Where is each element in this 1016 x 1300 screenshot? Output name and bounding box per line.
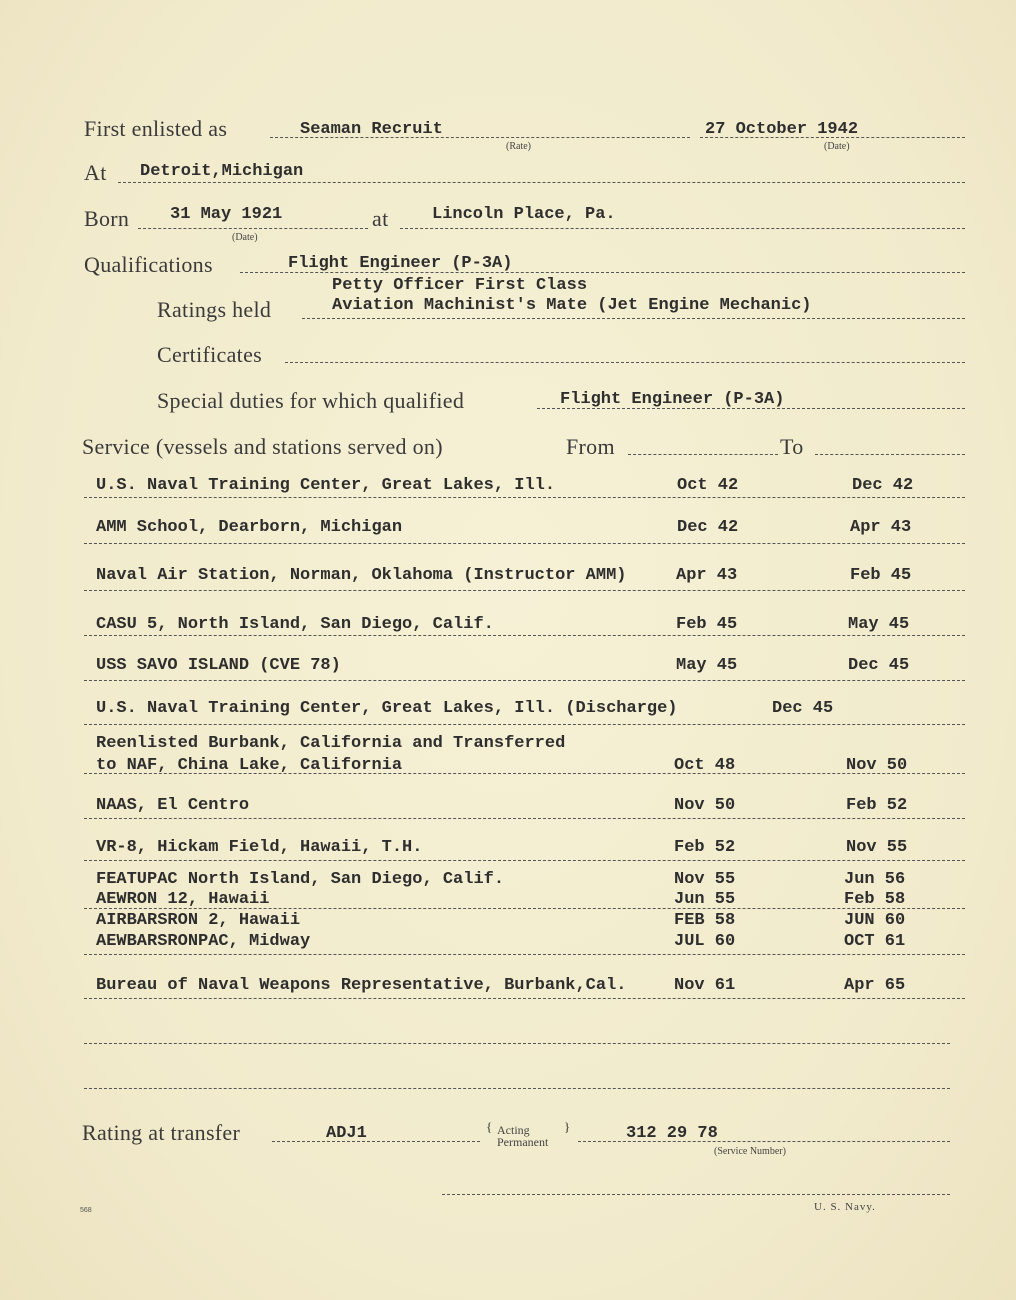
qualifications-value: Flight Engineer (P-3A) bbox=[288, 254, 513, 273]
service-from: Dec 42 bbox=[677, 518, 739, 537]
special-duties-label: Special duties for which qualified bbox=[157, 388, 465, 413]
first-enlisted-rate: Seaman Recruit bbox=[300, 120, 443, 139]
service-station: U.S. Naval Training Center, Great Lakes, Ill. (Discharge) bbox=[96, 699, 678, 718]
service-to: OCT 61 bbox=[844, 932, 906, 951]
service-row-line bbox=[84, 497, 965, 498]
service-label: Service (vessels and stations served on) bbox=[82, 434, 443, 459]
service-station: AIRBARSRON 2, Hawaii bbox=[96, 911, 301, 930]
service-from: Dec 45 bbox=[772, 699, 834, 718]
born-date-caption: (Date) bbox=[232, 232, 258, 243]
service-number: 312 29 78 bbox=[626, 1124, 718, 1143]
at-value: Detroit,Michigan bbox=[140, 162, 304, 181]
acting-permanent-brace-right: } bbox=[564, 1119, 571, 1134]
service-from: Oct 42 bbox=[677, 476, 739, 495]
born-date: 31 May 1921 bbox=[170, 205, 283, 224]
rating-at-transfer-label: Rating at transfer bbox=[82, 1120, 241, 1145]
to-label: To bbox=[780, 434, 804, 459]
permanent-label: Permanent bbox=[497, 1135, 549, 1149]
service-station: VR-8, Hickam Field, Hawaii, T.H. bbox=[96, 838, 423, 857]
service-to: Feb 45 bbox=[850, 566, 912, 585]
service-from: Nov 50 bbox=[674, 796, 736, 815]
service-station: Naval Air Station, Norman, Oklahoma (Instructor AMM) bbox=[96, 566, 627, 585]
service-from: Nov 55 bbox=[674, 870, 736, 889]
service-to: Apr 65 bbox=[844, 976, 906, 995]
born-date-line bbox=[138, 228, 368, 229]
rating-at-transfer-value: ADJ1 bbox=[326, 1124, 367, 1143]
service-station: AMM School, Dearborn, Michigan bbox=[96, 518, 403, 537]
rating-at-transfer-line bbox=[272, 1141, 480, 1142]
born-place: Lincoln Place, Pa. bbox=[432, 205, 616, 224]
special-duties-value: Flight Engineer (P-3A) bbox=[560, 390, 785, 409]
service-row-line bbox=[84, 635, 965, 636]
service-row-line bbox=[84, 724, 965, 725]
service-row-line bbox=[84, 998, 965, 999]
service-to: Nov 55 bbox=[846, 838, 908, 857]
ratings-line bbox=[302, 318, 965, 319]
service-row-line bbox=[84, 543, 965, 544]
first-enlisted-label: First enlisted as bbox=[84, 116, 228, 141]
service-to: JUN 60 bbox=[844, 911, 906, 930]
service-row-line bbox=[84, 1088, 950, 1089]
service-from: Feb 45 bbox=[676, 615, 738, 634]
ratings-label: Ratings held bbox=[157, 297, 272, 322]
form-number: 568 bbox=[80, 1207, 92, 1214]
service-to: Jun 56 bbox=[844, 870, 906, 889]
at-label: At bbox=[84, 160, 107, 185]
ratings-line1: Petty Officer First Class bbox=[332, 276, 588, 295]
service-from: Jun 55 bbox=[674, 890, 736, 909]
service-from: Feb 52 bbox=[674, 838, 736, 857]
service-station: to NAF, China Lake, California bbox=[96, 756, 403, 775]
service-station: U.S. Naval Training Center, Great Lakes, Ill. bbox=[96, 476, 556, 495]
service-station: NAAS, El Centro bbox=[96, 796, 250, 815]
service-from: JUL 60 bbox=[674, 932, 736, 951]
service-from: May 45 bbox=[676, 656, 738, 675]
service-station-line1: Reenlisted Burbank, California and Transferred bbox=[96, 734, 566, 753]
acting-label: Acting bbox=[497, 1123, 530, 1137]
service-to: May 45 bbox=[848, 615, 910, 634]
service-station: FEATUPAC North Island, San Diego, Calif. bbox=[96, 870, 505, 889]
date-caption: (Date) bbox=[824, 141, 850, 152]
service-to: Feb 58 bbox=[844, 890, 906, 909]
service-to: Dec 45 bbox=[848, 656, 910, 675]
service-from: Nov 61 bbox=[674, 976, 736, 995]
born-at-label: at bbox=[372, 206, 389, 231]
service-to: Apr 43 bbox=[850, 518, 912, 537]
service-station: Bureau of Naval Weapons Representative, Burbank,Cal. bbox=[96, 976, 627, 995]
service-row-line bbox=[84, 908, 965, 909]
service-row-line bbox=[84, 590, 965, 591]
qualifications-label: Qualifications bbox=[84, 252, 213, 277]
service-row-line bbox=[84, 680, 965, 681]
service-number-caption: (Service Number) bbox=[714, 1146, 786, 1157]
service-row-line bbox=[84, 1043, 950, 1044]
rate-caption: (Rate) bbox=[506, 141, 531, 152]
acting-permanent-brace-left: { bbox=[486, 1119, 493, 1134]
service-station: AEWRON 12, Hawaii bbox=[96, 890, 270, 909]
service-station: USS SAVO ISLAND (CVE 78) bbox=[96, 656, 341, 675]
service-station: AEWBARSRONPAC, Midway bbox=[96, 932, 311, 951]
certificates-line bbox=[285, 362, 965, 363]
service-row-line bbox=[84, 818, 965, 819]
born-label: Born bbox=[84, 206, 130, 231]
to-line bbox=[815, 454, 965, 455]
service-to: Feb 52 bbox=[846, 796, 908, 815]
born-place-line bbox=[400, 228, 965, 229]
from-line bbox=[628, 454, 778, 455]
service-to: Dec 42 bbox=[852, 476, 914, 495]
service-row-line bbox=[84, 773, 965, 774]
service-row-line bbox=[84, 954, 965, 955]
ratings-line2: Aviation Machinist's Mate (Jet Engine Mechanic) bbox=[332, 296, 812, 315]
first-enlisted-date: 27 October 1942 bbox=[705, 120, 859, 139]
service-station: CASU 5, North Island, San Diego, Calif. bbox=[96, 615, 494, 634]
service-from: Oct 48 bbox=[674, 756, 736, 775]
navy-label: U. S. Navy. bbox=[814, 1201, 876, 1213]
certificates-label: Certificates bbox=[157, 342, 262, 367]
service-from: FEB 58 bbox=[674, 911, 736, 930]
service-row-line bbox=[84, 860, 965, 861]
at-line bbox=[118, 182, 965, 183]
service-from: Apr 43 bbox=[676, 566, 738, 585]
from-label: From bbox=[566, 434, 615, 459]
signature-line bbox=[442, 1194, 950, 1195]
service-to: Nov 50 bbox=[846, 756, 908, 775]
